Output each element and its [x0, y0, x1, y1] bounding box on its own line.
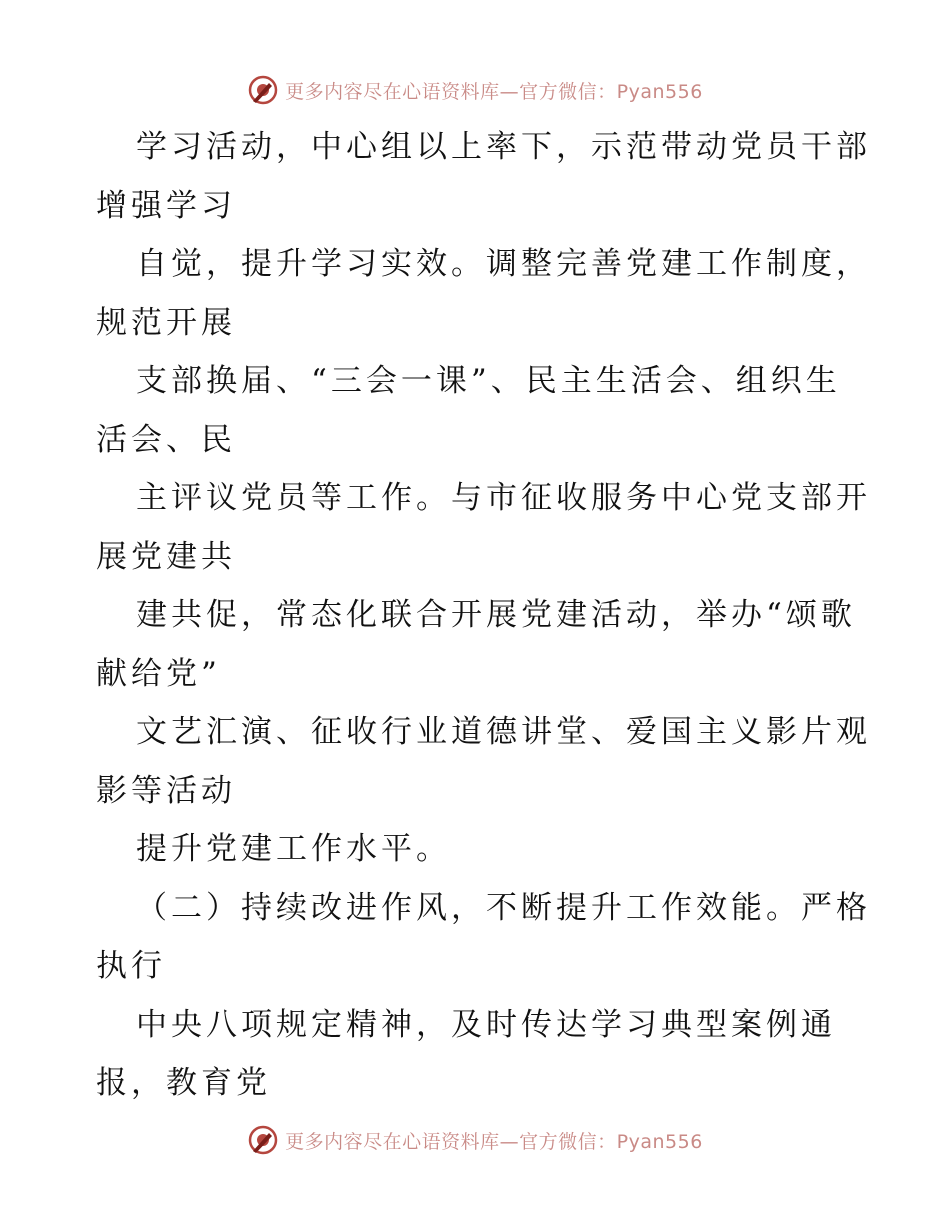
body-line: 影等活动	[96, 772, 236, 809]
body-line: 执行	[96, 948, 166, 984]
body-line: 学习活动，中心组以上率下，示范带动党员干部	[136, 129, 871, 165]
watermark-text: 更多内容尽在心语资料库—官方微信：Pyan556	[285, 1130, 703, 1153]
body-line: 文艺汇演、征收行业道德讲堂、爱国主义影片观	[136, 714, 871, 750]
body-line: 规范开展	[96, 304, 236, 341]
body-line: 中央八项规定精神，及时传达学习典型案例通	[136, 1006, 836, 1043]
body-line: 建共促，常态化联合开展党建活动，举办“颂歌	[136, 597, 856, 633]
body-line: （二）持续改进作风，不断提升工作效能。严格	[136, 889, 871, 926]
header-watermark	[0, 70, 950, 110]
footer-watermark	[0, 1120, 950, 1160]
body-line: 报，教育党	[96, 1065, 271, 1101]
body-line: 支部换届、“三会一课”、民主生活会、组织生	[136, 363, 841, 399]
body-line: 活会、民	[96, 421, 236, 458]
pen-logo-icon	[247, 1124, 279, 1156]
body-line: 展党建共	[96, 538, 236, 575]
watermark-text: 更多内容尽在心语资料库—官方微信：Pyan556	[285, 80, 703, 103]
body-line: 主评议党员等工作。与市征收服务中心党支部开	[136, 480, 871, 516]
body-line: 献给党”	[96, 655, 221, 692]
pen-logo-icon	[247, 74, 279, 106]
body-line: 自觉，提升学习实效。调整完善党建工作制度，	[136, 246, 871, 282]
body-line: 提升党建工作水平。	[136, 831, 451, 867]
body-line: 增强学习	[96, 187, 236, 224]
document-body	[96, 118, 871, 1113]
